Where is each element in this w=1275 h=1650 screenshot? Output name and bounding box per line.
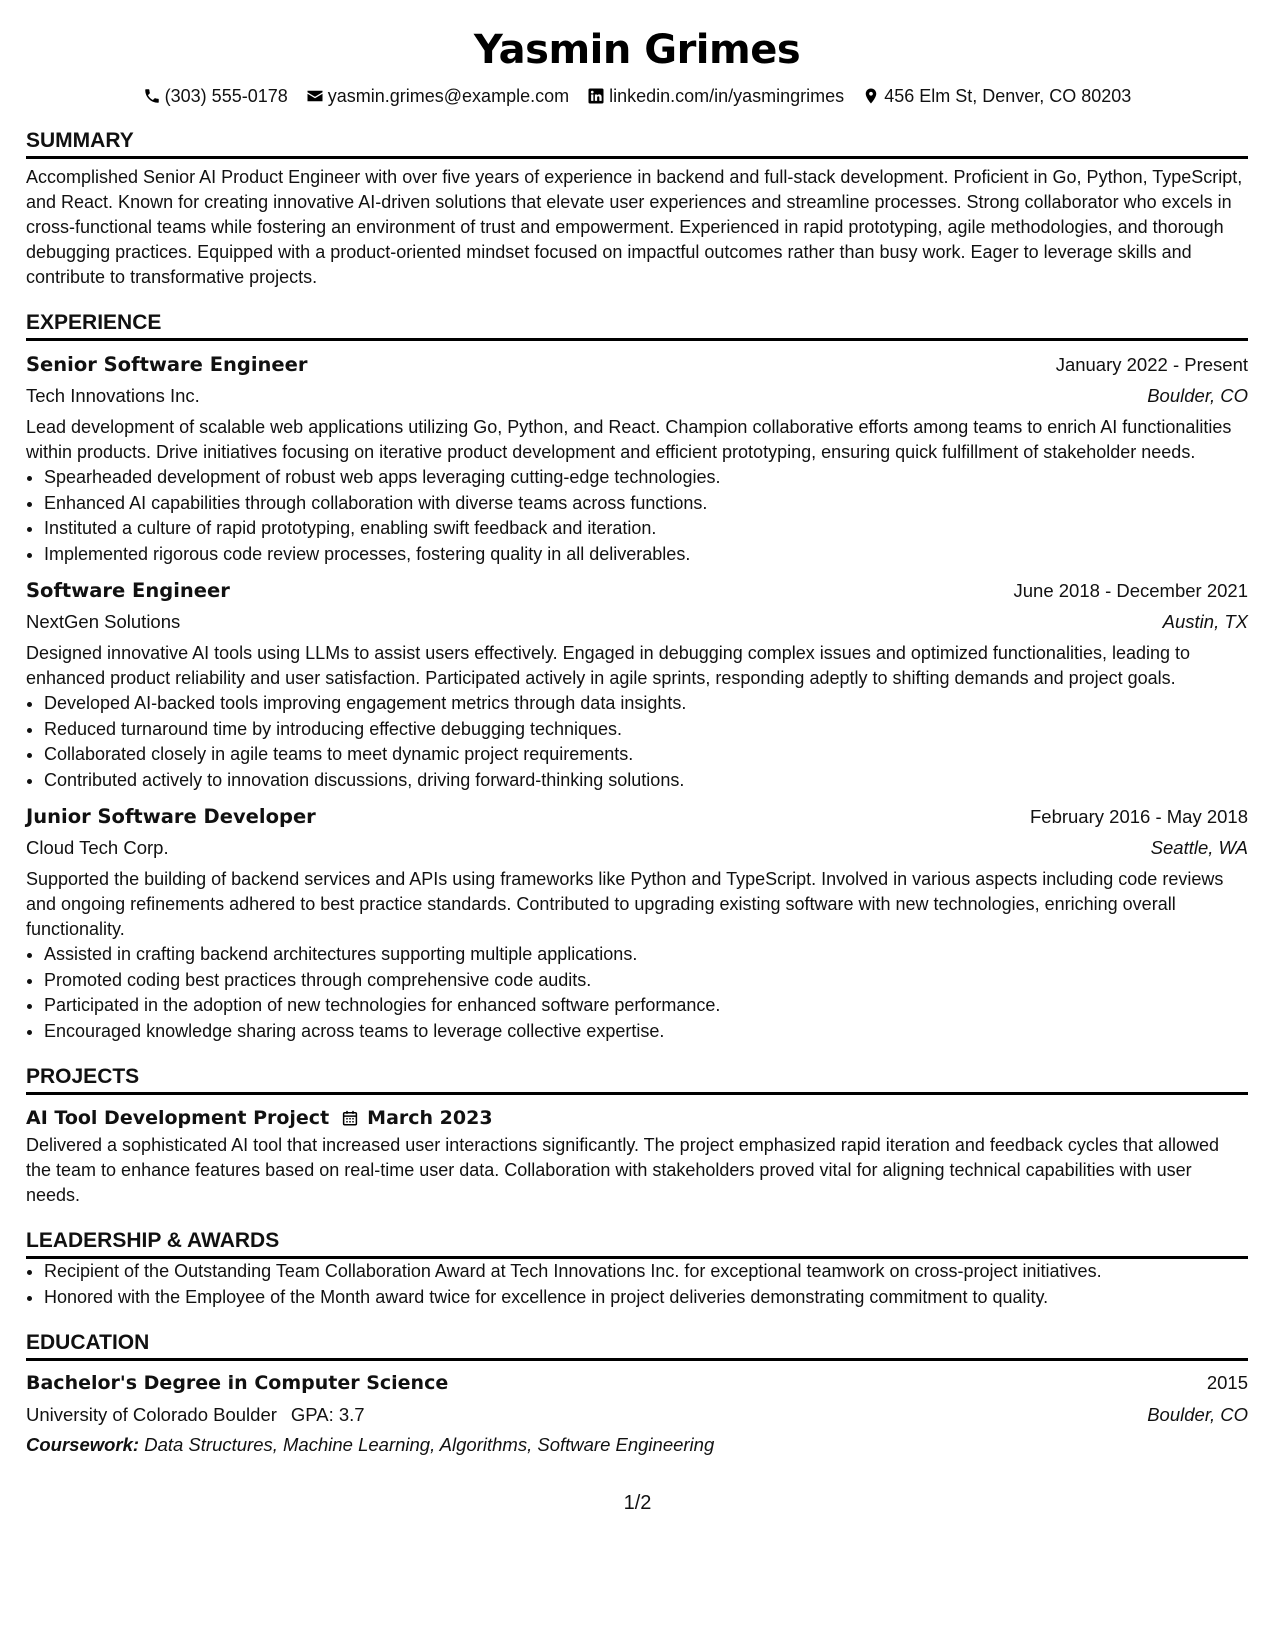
job-description: Supported the building of backend services and APIs using frameworks like Python and TypeScript. Involved in various aspects including code reviews and ongoing refinements adhered to best practice standards. Contributed to upgrading existing software with new technologies, enriching overall functionality. — [26, 869, 1224, 939]
coursework-line — [26, 1430, 1248, 1460]
projects-section — [26, 1044, 1248, 1208]
job-title: Junior Software Developer — [26, 805, 316, 828]
list-item: • Honored with the Employee of the Month award twice for excellence in project deliveries demonstrating commitment to quality. — [44, 1285, 1248, 1311]
contact-linkedin[interactable] — [587, 84, 844, 108]
list-item: • Recipient of the Outstanding Team Collaboration Award at Tech Innovations Inc. for exceptional teamwork on cross-project initiatives. — [44, 1259, 1248, 1285]
job-entry — [26, 801, 1248, 1044]
awards-section — [26, 1208, 1248, 1310]
section-title: SUMMARY — [26, 108, 1248, 159]
job-description: Lead development of scalable web applications utilizing Go, Python, and React. Champion collaborative efforts among teams to enrich AI functionalities within products. Drive initiatives focusing on iterative product development and efficient prototyping, ensuring quick fulfillment of stakeholder needs. — [26, 417, 1232, 462]
job-title: Senior Software Engineer — [26, 353, 308, 376]
list-item: • Spearheaded development of robust web apps leveraging cutting-edge technologies. — [44, 465, 1248, 491]
job-entry — [26, 349, 1248, 567]
school-location: Boulder, CO — [1147, 1404, 1248, 1425]
job-dates: January 2022 - Present — [1055, 354, 1248, 375]
contact-email[interactable] — [306, 84, 569, 108]
job-description: Designed innovative AI tools using LLMs to assist users effectively. Engaged in debugging complex issues and optimized functionalities, leading to enhanced product reliability and user satisfaction. Participated actively in agile sprints, responding adeptly to shifting demands and project goals. — [26, 643, 1191, 688]
linkedin-text: linkedin.com/in/yasmingrimes — [609, 86, 845, 106]
list-item: • Instituted a culture of rapid prototyping, enabling swift feedback and iteration. — [44, 516, 1248, 542]
resume-page — [26, 18, 1248, 1460]
section-title: EDUCATION — [26, 1310, 1248, 1361]
job-company: Tech Innovations Inc. — [26, 385, 200, 406]
experience-section — [26, 290, 1248, 1044]
list-item: • Promoted coding best practices through comprehensive code audits. — [44, 968, 1248, 994]
school-name: University of Colorado Boulder — [26, 1404, 277, 1425]
list-item: • Participated in the adoption of new technologies for enhanced software performance. — [44, 993, 1248, 1019]
section-title: EXPERIENCE — [26, 290, 1248, 341]
list-item: • Contributed actively to innovation discussions, driving forward-thinking solutions. — [44, 768, 1248, 794]
graduation-year: 2015 — [1206, 1372, 1248, 1393]
coursework-list: Data Structures, Machine Learning, Algorithms, Software Engineering — [144, 1434, 715, 1455]
section-title: PROJECTS — [26, 1044, 1248, 1095]
section-title: LEADERSHIP & AWARDS — [26, 1208, 1248, 1259]
job-bullets — [26, 465, 1248, 567]
coursework-label: Coursework: — [26, 1434, 140, 1455]
job-company: NextGen Solutions — [26, 611, 181, 632]
envelope-icon — [306, 87, 324, 105]
job-bullets — [26, 691, 1248, 793]
summary-text: Accomplished Senior AI Product Engineer with over five years of experience in backend and full-stack development. Proficient in Go, Python, TypeScript, and React. Known for creating innovative AI-driven solutions that elevate user experiences and streamline processes. Strong collaborator who excels in cross-functional teams while fostering an environment of trust and empowerment. Experienced in rapid prototyping, agile methodologies, and thorough debugging practices. Equipped with a product-oriented mindset focused on impactful outcomes rather than busy work. Eager to leverage skills and contribute to transformative projects. — [26, 167, 1243, 287]
list-item: • Encouraged knowledge sharing across teams to leverage collective expertise. — [44, 1019, 1248, 1045]
email-text: yasmin.grimes@example.com — [327, 86, 570, 106]
school-line — [26, 1399, 365, 1430]
calendar-icon — [341, 1109, 359, 1127]
job-company: Cloud Tech Corp. — [26, 837, 169, 858]
linkedin-icon — [587, 87, 605, 105]
map-pin-icon — [862, 87, 880, 105]
phone-text: (303) 555-0178 — [164, 86, 288, 106]
contact-bar — [26, 84, 1248, 108]
job-bullets — [26, 942, 1248, 1044]
project-date: March 2023 — [367, 1107, 493, 1129]
job-location: Boulder, CO — [1147, 385, 1248, 406]
awards-list — [26, 1259, 1248, 1310]
address-text: 456 Elm St, Denver, CO 80203 — [884, 86, 1132, 106]
project-date-wrap — [341, 1103, 492, 1133]
list-item: • Developed AI-backed tools improving engagement metrics through data insights. — [44, 691, 1248, 717]
job-dates: June 2018 - December 2021 — [1013, 580, 1248, 601]
page-number: 1/2 — [623, 1492, 652, 1514]
job-title: Software Engineer — [26, 579, 230, 602]
summary-section — [26, 108, 1248, 290]
list-item: • Implemented rigorous code review processes, fostering quality in all deliverables. — [44, 542, 1248, 568]
list-item: • Reduced turnaround time by introducing effective debugging techniques. — [44, 717, 1248, 743]
list-item: • Collaborated closely in agile teams to meet dynamic project requirements. — [44, 742, 1248, 768]
job-location: Austin, TX — [1162, 611, 1248, 632]
list-item: • Enhanced AI capabilities through collaboration with diverse teams across functions. — [44, 491, 1248, 517]
phone-icon — [143, 87, 161, 105]
job-entry — [26, 575, 1248, 793]
project-title: AI Tool Development Project — [26, 1107, 330, 1129]
gpa: GPA: 3.7 — [290, 1404, 365, 1425]
contact-phone[interactable] — [143, 84, 288, 108]
project-header — [26, 1103, 1248, 1133]
candidate-name: Yasmin Grimes — [473, 27, 801, 73]
list-item: • Assisted in crafting backend architectures supporting multiple applications. — [44, 942, 1248, 968]
job-dates: February 2016 - May 2018 — [1029, 806, 1248, 827]
contact-address — [862, 84, 1131, 108]
degree-title: Bachelor's Degree in Computer Science — [26, 1372, 449, 1394]
education-section — [26, 1310, 1248, 1460]
project-description: Delivered a sophisticated AI tool that increased user interactions significantly. The project emphasized rapid iteration and feedback cycles that allowed the team to enhance features based on real-time user data. Collaboration with stakeholders proved vital for aligning technical capabilities with user needs. — [26, 1135, 1220, 1205]
job-location: Seattle, WA — [1150, 837, 1248, 858]
